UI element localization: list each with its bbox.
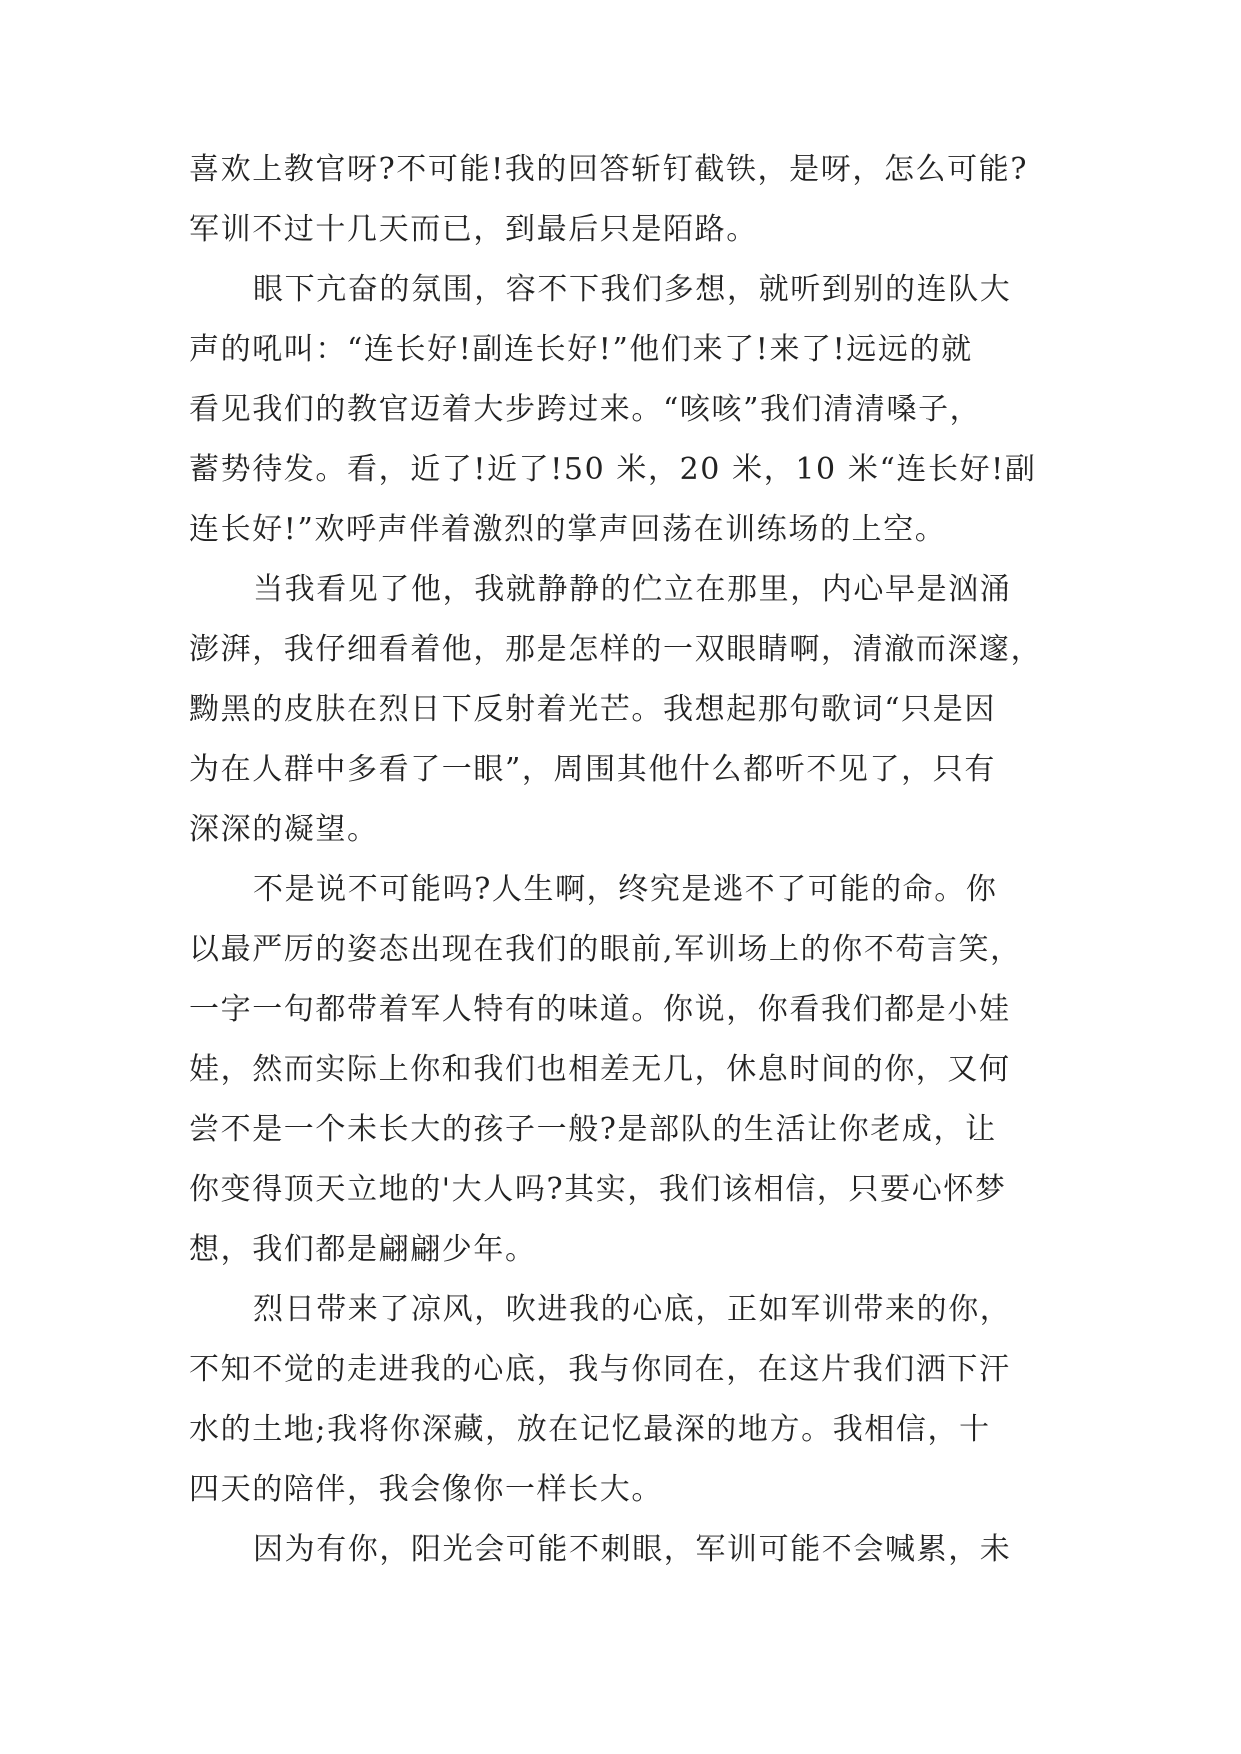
text-line: 澎湃，我仔细看着他，那是怎样的一双眼睛啊，清澈而深邃， [189, 632, 1043, 667]
paragraph-start-line: 因为有你，阳光会可能不刺眼，军训可能不会喊累，未 [253, 1532, 1012, 1567]
text-line: 为在人群中多看了一眼”，周围其他什么都听不见了，只有 [189, 752, 996, 787]
text-line: 想，我们都是翩翩少年。 [189, 1232, 537, 1267]
text-line: 看见我们的教官迈着大步跨过来。“咳咳”我们清清嗓子， [189, 392, 982, 427]
text-line: 不知不觉的走进我的心底，我与你同在，在这片我们洒下汗 [189, 1352, 1011, 1387]
text-line: 蓄势待发。看，近了!近了!50 米，20 米，10 米“连长好!副 [189, 452, 1037, 487]
text-line: 四天的陪伴，我会像你一样长大。 [189, 1472, 663, 1507]
essay-body [189, 140, 1049, 1580]
text-line: 连长好!”欢呼声伴着激烈的掌声回荡在训练场的上空。 [189, 512, 947, 547]
paragraph-start-line: 眼下亢奋的氛围，容不下我们多想，就听到别的连队大 [253, 272, 1012, 307]
text-line: 军训不过十几天而已，到最后只是陌路。 [189, 212, 758, 247]
paragraph-start-line: 不是说不可能吗?人生啊，终究是逃不了可能的命。你 [253, 872, 998, 907]
text-line: 黝黑的皮肤在烈日下反射着光芒。我想起那句歌词“只是因 [189, 692, 996, 727]
text-line: 尝不是一个未长大的孩子一般?是部队的生活让你老成，让 [189, 1112, 997, 1147]
text-line: 水的土地;我将你深藏，放在记忆最深的地方。我相信，十 [189, 1412, 991, 1447]
paragraph-start-line: 当我看见了他，我就静静的伫立在那里，内心早是汹涌 [253, 572, 1012, 607]
text-line: 以最严厉的姿态出现在我们的眼前,军训场上的你不苟言笑， [189, 932, 1022, 967]
text-line: 喜欢上教官呀?不可能!我的回答斩钉截铁，是呀，怎么可能? [189, 152, 1029, 187]
text-line: 深深的凝望。 [189, 812, 379, 847]
text-line: 声的吼叫：“连长好!副连长好!”他们来了!来了!远远的就 [189, 332, 973, 367]
text-line: 一字一句都带着军人特有的味道。你说，你看我们都是小娃 [189, 992, 1011, 1027]
text-line: 你变得顶天立地的'大人吗?其实，我们该相信，只要心怀梦 [189, 1172, 1007, 1207]
text-line: 娃，然而实际上你和我们也相差无几，休息时间的你，又何 [189, 1052, 1011, 1087]
paragraph-start-line: 烈日带来了凉风，吹进我的心底，正如军训带来的你， [253, 1292, 1012, 1327]
